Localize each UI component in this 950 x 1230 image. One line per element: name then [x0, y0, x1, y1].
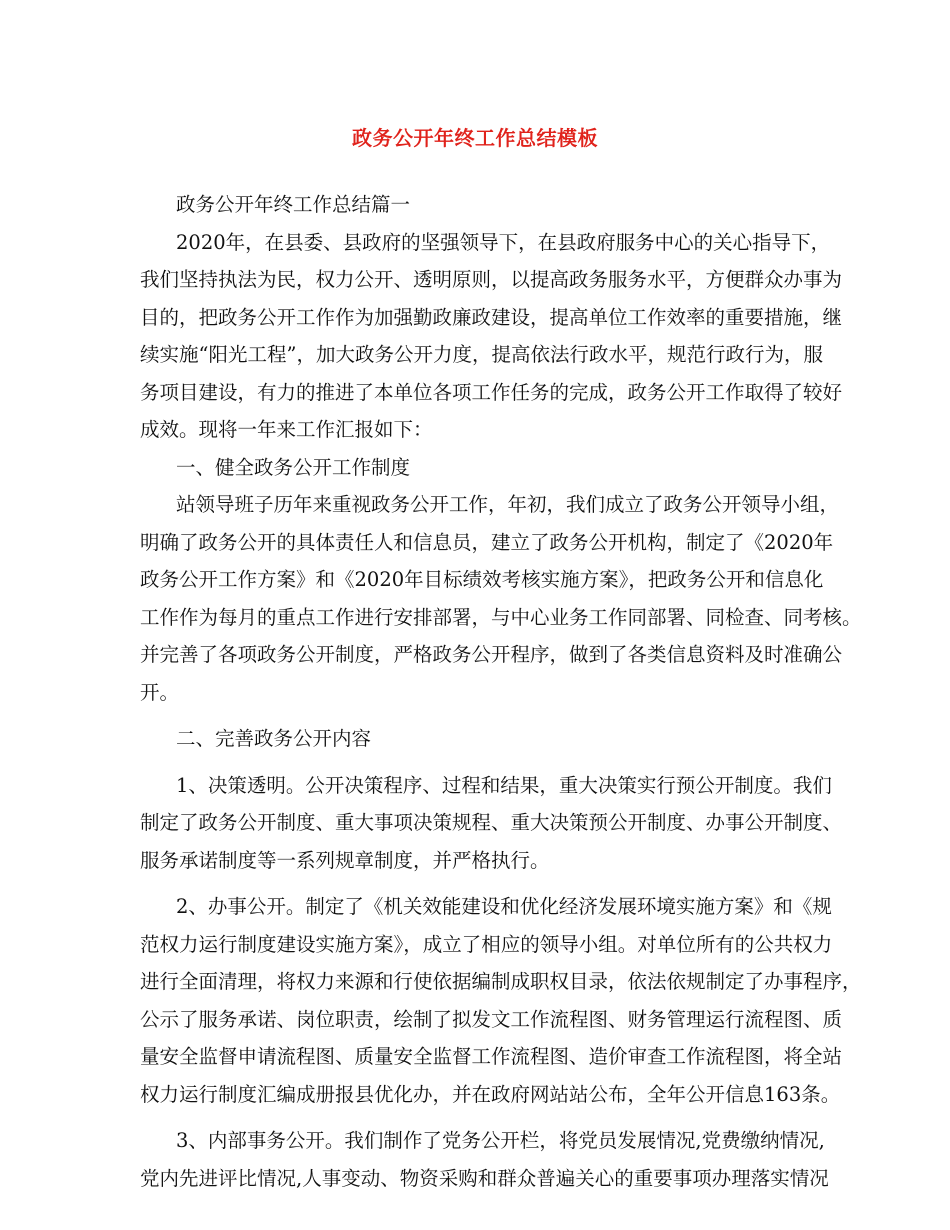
paragraph-line: 党内先进评比情况,人事变动、物资采购和群众普遍关心的重要事项办理落实情况	[140, 1166, 829, 1190]
paragraph-line: 制定了政务公开制度、重大事项决策规程、重大决策预公开制度、办事公开制度、	[140, 811, 843, 834]
paragraph-line: 并完善了各项政务公开制度，严格政务公开程序，做到了各类信息资料及时准确公	[140, 643, 843, 666]
paragraph-line: 2、办事公开。制定了《机关效能建设和优化经济发展环境实施方案》和《规	[176, 895, 832, 918]
paragraph-line: 工作作为每月的重点工作进行安排部署，与中心业务工作同部署、同检查、同考核。	[140, 605, 862, 629]
section-heading: 一、健全政务公开工作制度	[176, 455, 411, 479]
paragraph-line: 1、决策透明。公开决策程序、过程和结果，重大决策实行预公开制度。我们	[176, 773, 832, 797]
paragraph-line: 目的，把政务公开工作作为加强勤政廉政建设，提高单位工作效率的重要措施，继	[140, 305, 843, 329]
paragraph-line: 务项目建设，有力的推进了本单位各项工作任务的完成，政务公开工作取得了较好	[140, 380, 843, 404]
section-heading: 二、完善政务公开内容	[176, 727, 372, 750]
paragraph-line: 公示了服务承诺、岗位职责，绘制了拟发文工作流程图、财务管理运行流程图、质	[140, 1007, 843, 1031]
paragraph-line: 范权力运行制度建设实施方案》，成立了相应的领导小组。对单位所有的公共权力	[140, 932, 833, 956]
paragraph-line: 站领导班子历年来重视政务公开工作，年初，我们成立了政务公开领导小组，	[176, 493, 840, 516]
paragraph-line: 权力运行制度汇编成册报县优化办，并在政府网站站公布，全年公开信息163条。	[140, 1082, 841, 1106]
paragraph-line: 开。	[140, 680, 180, 704]
paragraph-line: 政务公开工作方案》和《2020年目标绩效考核实施方案》，把政务公开和信息化	[140, 568, 824, 591]
paragraph-line: 量安全监督申请流程图、质量安全监督工作流程图、造价审查工作流程图，将全站	[140, 1045, 843, 1068]
paragraph-line: 服务承诺制度等一系列规章制度，并严格执行。	[140, 848, 550, 872]
paragraph-line: 我们坚持执法为民，权力公开、透明原则，以提高政务服务水平，方便群众办事为	[140, 268, 843, 291]
paragraph-line: 明确了政务公开的具体责任人和信息员，建立了政务公开机构，制定了《2020年	[140, 530, 834, 554]
document-title: 政务公开年终工作总结模板	[352, 126, 598, 150]
paragraph-line: 2020年，在县委、县政府的坚强领导下，在县政府服务中心的关心指导下，	[176, 230, 831, 254]
document-body	[140, 186, 862, 1197]
paragraph-line: 续实施“阳光工程”，加大政务公开力度，提高依法行政水平，规范行政行为，服	[140, 343, 823, 366]
paragraph-line: 成效。现将一年来工作汇报如下：	[140, 418, 433, 441]
section-heading: 政务公开年终工作总结篇一	[176, 193, 411, 216]
paragraph-line: 3、内部事务公开。我们制作了党务公开栏，将党员发展情况,党费缴纳情况,	[176, 1129, 825, 1152]
paragraph-line: 进行全面清理，将权力来源和行使依据编制成职权目录，依法依规制定了办事程序，	[140, 970, 862, 993]
